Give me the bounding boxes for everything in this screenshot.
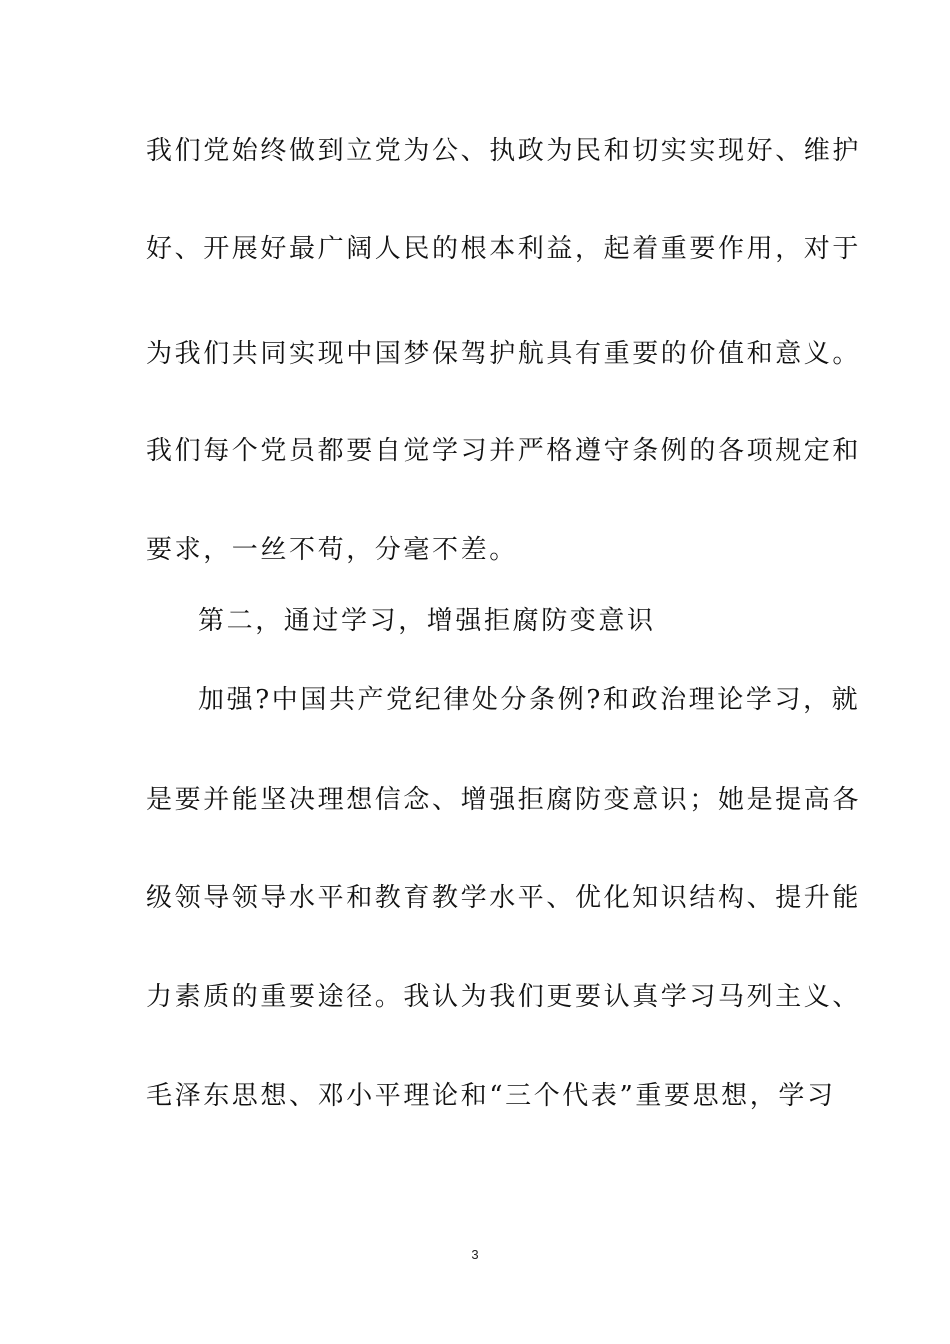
paragraph-line: 好、开展好最广阔人民的根本利益，起着重要作用，对于 — [146, 234, 862, 264]
paragraph-line: 加强?中国共产党纪律处分条例?和政治理论学习，就 — [198, 685, 861, 715]
paragraph-line: 级领导领导水平和教育教学水平、优化知识结构、提升能 — [146, 883, 862, 913]
paragraph-line: 是要并能坚决理想信念、增强拒腐防变意识；她是提高各 — [146, 785, 862, 815]
paragraph-line: 力素质的重要途径。我认为我们更要认真学习马列主义、 — [146, 982, 862, 1012]
paragraph-line: 我们党始终做到立党为公、执政为民和切实实现好、维护 — [146, 136, 862, 166]
page-number: 3 — [471, 1247, 479, 1262]
paragraph-line: 我们每个党员都要自觉学习并严格遵守条例的各项规定和 — [146, 436, 862, 466]
paragraph-line: 毛泽东思想、邓小平理论和“三个代表”重要思想，学习 — [146, 1081, 836, 1111]
paragraph-line: 为我们共同实现中国梦保驾护航具有重要的价值和意义。 — [146, 339, 862, 369]
paragraph-line: 要求，一丝不苟，分毫不差。 — [146, 535, 518, 565]
section-heading: 第二，通过学习，增强拒腐防变意识 — [198, 606, 656, 636]
